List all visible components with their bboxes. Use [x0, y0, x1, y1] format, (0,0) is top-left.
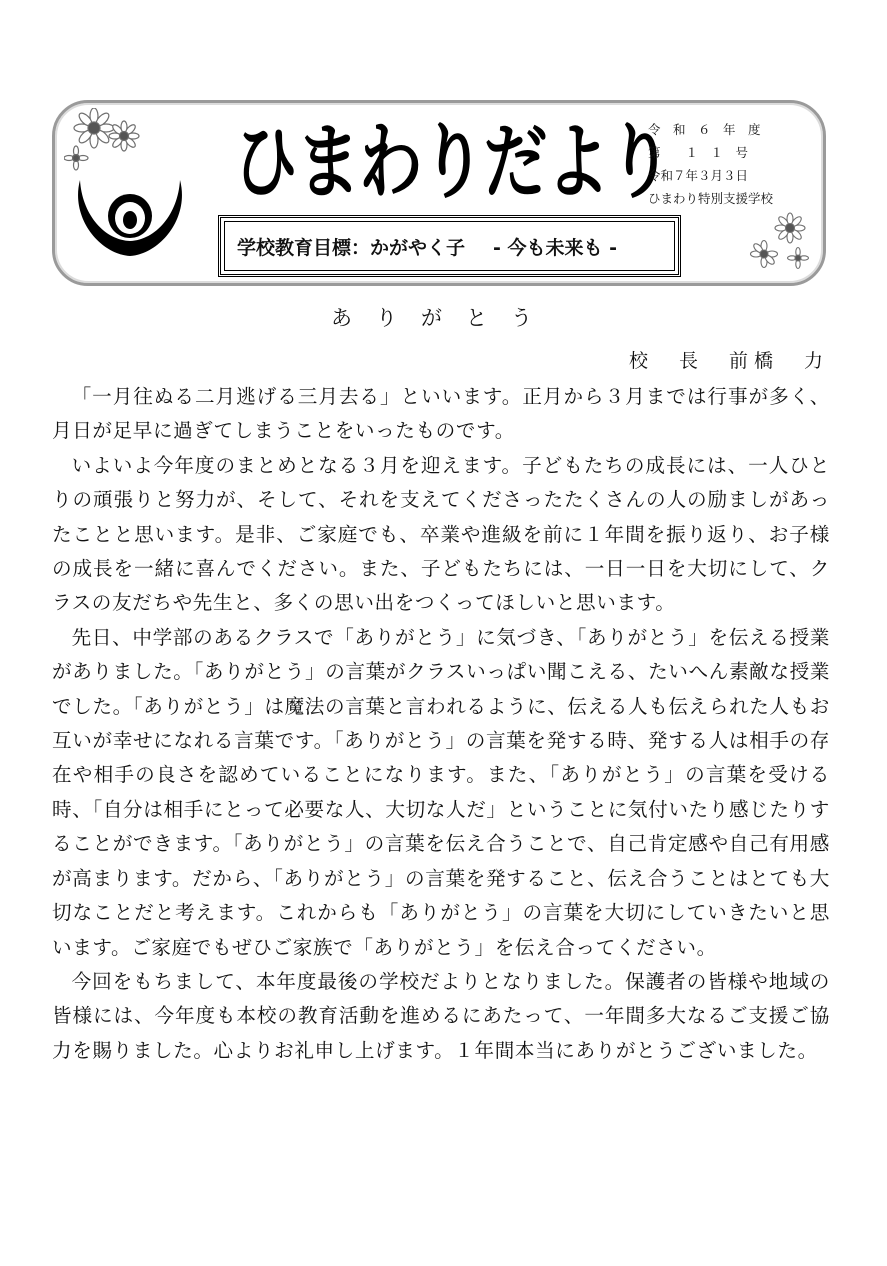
- paragraph: 今回をもちまして、本年度最後の学校だよりとなりました。保護者の皆様や地域の皆様には、今年度も本校の教育活動を進めるにあたって、一年間多大なるご支援ご協力を賜りました。心よりお礼申し上げます。１年間本当にありがとうございました。: [52, 969, 830, 1062]
- school-name: ひまわり特別支援学校: [648, 191, 774, 206]
- issue-info: [648, 118, 808, 210]
- school-goal-box: [218, 215, 681, 277]
- sunflower-icon: [746, 210, 816, 274]
- article-title: ありがとう: [331, 306, 556, 330]
- article-author: 校 長 前橋 力: [628, 350, 829, 372]
- paragraph: いよいよ今年度のまとめとなる３月を迎えます。子どもたちの成長には、一人ひとりの頑張りと努力が、そして、それを支えてくださったたくさんの人の励ましがあったことと思います。是非、ご家庭でも、卒業や進級を前に１年間を振り返り、お子様の成長を一緒に喜んでください。また、子どもたちには、一日一日を大切にして、クラスの友だちや先生と、多くの思い出をつくってほしいと思います。: [52, 453, 830, 615]
- paragraph: 「一月往ぬる二月逃げる三月去る」といいます。正月から３月までは行事が多く、月日が足早に過ぎてしまうことをいったものです。: [52, 385, 830, 443]
- newsletter-title: ひまわりだより: [234, 115, 671, 210]
- school-goal-label: 学校教育目標：かがやく子: [237, 236, 466, 259]
- school-logo-icon: [74, 178, 186, 260]
- issue-number: 第 １ １ 号: [648, 145, 749, 160]
- article-body: [52, 380, 830, 1068]
- paragraph: 先日、中学部のあるクラスで「ありがとう」に気づき、「ありがとう」を伝える授業がありました。「ありがとう」の言葉がクラスいっぱい聞こえる、たいへん素敵な授業でした。「ありがとう」は魔法の言葉と言われるように、伝える人も伝えられた人もお互いが幸せになれる言葉です。「ありがとう」の言葉を発する時、発する人は相手の存在や相手の良さを認めていることになります。また、「ありがとう」の言葉を受ける時、「自分は相手にとって必要な人、大切な人だ」ということに気付いたり感じたりすることができます。「ありがとう」の言葉を伝え合うことで、自己肯定感や自己有用感が高まります。だから、「ありがとう」の言葉を発すること、伝え合うことはとても大切なことだと考えます。これからも「ありがとう」の言葉を大切にしていきたいと思います。ご家庭でもぜひご家族で「ありがとう」を伝え合ってください。: [52, 625, 830, 959]
- fiscal-year: 令 和 ６ 年 度: [648, 122, 761, 137]
- school-goal-motto: - 今も未来も -: [493, 236, 618, 259]
- issue-date: 令和７年３月３日: [648, 168, 749, 183]
- sunflower-icon: [64, 108, 154, 183]
